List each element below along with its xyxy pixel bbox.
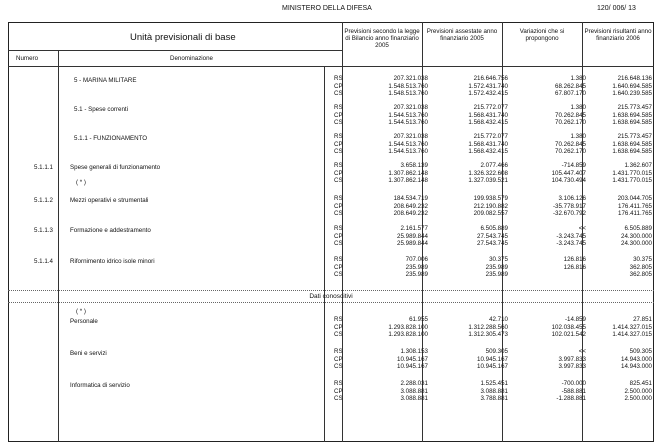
value-line: CS [334, 119, 343, 127]
value-cell [590, 75, 652, 98]
value-line: 126.816 [563, 256, 586, 263]
value-line: CS [334, 240, 343, 248]
value-line: 1.638.694.585 [612, 119, 652, 127]
value-line: 1.312.288.560 [468, 323, 508, 331]
section-divider [8, 302, 654, 303]
value-line: 102.021.542 [551, 331, 586, 339]
value-cell [510, 133, 586, 156]
value-line: 235.989 [485, 263, 508, 271]
row-number: 5.1.1.3 [34, 227, 53, 234]
table-row [8, 134, 654, 159]
value-line: 3.658.139 [400, 162, 428, 169]
value-line: 825.451 [629, 380, 652, 387]
value-line: 215.773.457 [617, 104, 652, 111]
value-cell [510, 380, 586, 403]
value-line: CP [334, 169, 343, 177]
value-line: 1.640.694.585 [612, 82, 652, 90]
value-line: RS [334, 380, 343, 387]
value-line: 1.414.327.015 [612, 323, 652, 331]
section-divider [8, 290, 654, 291]
value-cell [590, 225, 652, 248]
value-line: 25.989.844 [397, 232, 428, 240]
value-cell [430, 380, 508, 403]
value-line: 207.321.038 [393, 133, 428, 140]
table-row [8, 226, 654, 251]
row-codes [334, 162, 343, 185]
value-line: -1.288.881 [556, 395, 586, 403]
value-line: 70.262.170 [555, 148, 586, 156]
value-cell [430, 75, 508, 98]
value-line: RS [334, 225, 343, 232]
value-line: CS [334, 148, 343, 156]
value-line: 1.312.305.473 [468, 331, 508, 339]
row-divider [8, 66, 654, 67]
numero-header: Numero [16, 55, 39, 62]
value-line: -700.000 [561, 380, 586, 387]
value-line: 2.288.031 [400, 380, 428, 387]
value-cell [590, 133, 652, 156]
col3-header: Variazioni che si propongono [519, 28, 565, 43]
row-codes [334, 316, 343, 339]
value-line: 1.308.153 [400, 348, 428, 355]
value-line: 362.805 [629, 271, 652, 279]
value-line: 3.088.881 [400, 395, 428, 403]
table-row [8, 76, 654, 101]
value-line: 1.380 [570, 75, 586, 82]
table-row [8, 349, 654, 374]
value-cell [430, 195, 508, 218]
value-line: 105.447.407 [551, 169, 586, 177]
value-cell [350, 133, 428, 156]
value-line: 509.305 [629, 348, 652, 355]
value-line: 209.082.557 [473, 210, 508, 218]
row-codes [334, 380, 343, 403]
value-line: 1.431.770.015 [612, 169, 652, 177]
value-line: 10.945.167 [397, 355, 428, 363]
row-codes [334, 133, 343, 156]
value-line: CP [334, 202, 343, 210]
value-line: RS [334, 316, 343, 323]
value-line: 30.375 [633, 256, 652, 263]
value-line: -3.243.745 [556, 240, 586, 248]
page-code: 120/ 006/ 13 [597, 5, 636, 12]
value-line: 1.572.431.740 [468, 82, 508, 90]
table-row [8, 381, 654, 406]
row-note: ( * ) [76, 179, 86, 186]
value-line: CS [334, 271, 343, 279]
value-line: 1.380 [570, 104, 586, 111]
value-cell [590, 162, 652, 185]
value-line: 216.646.756 [473, 75, 508, 82]
value-cell [510, 225, 586, 248]
value-line: 208.649.232 [393, 202, 428, 210]
value-line: 1.307.862.148 [388, 169, 428, 177]
value-line: 104.730.494 [551, 177, 586, 185]
value-cell [510, 195, 586, 218]
value-cell [590, 104, 652, 127]
value-line: 1.326.322.608 [468, 169, 508, 177]
value-line: CP [334, 323, 343, 331]
value-line: 2.500.000 [624, 395, 652, 403]
denominazione-header: Denominazione [170, 55, 213, 62]
value-line: -35.778.917 [552, 202, 586, 210]
value-line: 207.321.038 [393, 104, 428, 111]
value-line: 68.262.845 [555, 82, 586, 90]
value-line: 61.955 [409, 316, 428, 323]
value-line: 14.943.000 [621, 363, 652, 371]
value-line: 184.534.719 [393, 195, 428, 202]
value-line: RS [334, 133, 343, 140]
row-codes [334, 104, 343, 127]
value-cell [430, 162, 508, 185]
value-line: CP [334, 232, 343, 240]
row-label: Formazione e addestramento [70, 227, 151, 234]
value-line: 1.638.694.585 [612, 111, 652, 119]
value-line: 1.327.039.521 [468, 177, 508, 185]
value-cell [430, 256, 508, 279]
value-line: 1.548.513.760 [388, 90, 428, 98]
value-line: 1.568.431.740 [468, 140, 508, 148]
value-line: 1.293.828.100 [388, 331, 428, 339]
value-line: 6.505.889 [480, 225, 508, 232]
value-line: 70.262.845 [555, 140, 586, 148]
value-line: 102.038.455 [551, 323, 586, 331]
value-cell [350, 225, 428, 248]
value-line: 235.989 [405, 271, 428, 279]
value-line: 25.989.844 [397, 240, 428, 248]
value-cell [510, 104, 586, 127]
row-codes [334, 225, 343, 248]
value-line: 1.568.431.740 [468, 111, 508, 119]
row-codes [334, 75, 343, 98]
row-label: Personale [70, 318, 98, 325]
value-cell [510, 75, 586, 98]
value-cell [430, 133, 508, 156]
value-line: 707.006 [405, 256, 428, 263]
value-line: 362.805 [629, 263, 652, 271]
value-line: 1.307.862.148 [388, 177, 428, 185]
value-line: CS [334, 395, 343, 403]
value-line: 30.375 [489, 256, 508, 263]
value-line: RS [334, 162, 343, 169]
value-line: 27.543.745 [477, 232, 508, 240]
row-label: Spese generali di funzionamento [70, 164, 161, 171]
value-line: -588.881 [561, 387, 586, 395]
value-line: 3.088.881 [480, 387, 508, 395]
value-line: 42.710 [489, 316, 508, 323]
value-line: 1.414.327.015 [612, 331, 652, 339]
row-divider [8, 50, 342, 51]
value-line: 199.938.579 [473, 195, 508, 202]
col4-header: Previsioni risultanti anno finanziario 2006 [584, 28, 652, 43]
value-line: 509.305 [485, 348, 508, 355]
table-row [8, 257, 654, 282]
value-line: 24.300.000 [621, 232, 652, 240]
value-line: 1.544.513.760 [388, 148, 428, 156]
value-line: 1.548.513.760 [388, 82, 428, 90]
value-line: 6.505.889 [624, 225, 652, 232]
value-cell [350, 316, 428, 339]
value-line: 208.649.232 [393, 210, 428, 218]
value-line: 176.411.765 [618, 202, 652, 210]
value-line: 235.989 [485, 271, 508, 279]
value-line: 215.772.077 [473, 104, 508, 111]
value-line: 1.544.513.760 [388, 140, 428, 148]
value-cell [350, 75, 428, 98]
value-line: 24.300.000 [621, 240, 652, 248]
value-cell [590, 380, 652, 403]
value-line: 3.088.881 [400, 387, 428, 395]
value-line: 1.544.513.760 [388, 119, 428, 127]
value-cell [590, 256, 652, 279]
value-cell [350, 348, 428, 371]
value-line: 70.262.845 [555, 111, 586, 119]
value-line: 10.945.167 [477, 355, 508, 363]
value-line: 2.077.466 [480, 162, 508, 169]
value-line: << [578, 225, 586, 232]
value-line: 126.816 [563, 263, 586, 271]
value-cell [510, 256, 586, 271]
value-line: 216.648.136 [617, 75, 652, 82]
value-line: CS [334, 90, 343, 98]
value-line: 1.525.451 [480, 380, 508, 387]
value-cell [430, 225, 508, 248]
value-cell [510, 316, 586, 339]
table-row [8, 163, 654, 188]
value-line: 1.640.239.585 [612, 90, 652, 98]
value-line: 14.943.000 [621, 355, 652, 363]
value-line: 3.788.881 [480, 395, 508, 403]
value-line: 2.161.577 [400, 225, 428, 232]
value-line: 215.772.077 [473, 133, 508, 140]
value-line: 3.997.833 [558, 355, 586, 363]
value-line: 1.362.607 [624, 162, 652, 169]
value-line: 203.044.705 [617, 195, 652, 202]
value-line: 176.411.765 [618, 210, 652, 218]
value-line: 27.851 [633, 316, 652, 323]
value-line: 1.568.432.415 [468, 148, 508, 156]
value-line: RS [334, 195, 343, 202]
table-row [8, 196, 654, 221]
row-number: 5.1.1.1 [34, 164, 53, 171]
row-codes [334, 348, 343, 371]
value-line: -714.859 [561, 162, 586, 169]
value-line: 3.106.126 [558, 195, 586, 202]
value-line: 10.945.167 [477, 363, 508, 371]
value-line: 1.638.694.585 [612, 148, 652, 156]
value-line: CS [334, 331, 343, 339]
value-line: CS [334, 210, 343, 218]
value-line: 1.568.432.415 [468, 119, 508, 127]
value-line: -3.243.745 [556, 232, 586, 240]
value-line: 1.544.513.760 [388, 111, 428, 119]
row-label: 5.1 - Spese correnti [74, 106, 128, 113]
row-label: Beni e servizi [70, 350, 107, 357]
value-line: 3.997.833 [558, 363, 586, 371]
row-label: Mezzi operativi e strumentali [70, 197, 149, 204]
value-cell [590, 348, 652, 371]
value-line: CP [334, 111, 343, 119]
value-line: << [578, 348, 586, 355]
row-note: ( * ) [76, 308, 86, 315]
value-cell [590, 316, 652, 339]
row-label: 5 - MARINA MILITARE [74, 77, 137, 84]
value-cell [590, 195, 652, 218]
value-line: 207.321.038 [393, 75, 428, 82]
row-label: Informatica di servizio [70, 382, 130, 389]
row-label: 5.1.1 - FUNZIONAMENTO [74, 135, 148, 142]
value-cell [350, 380, 428, 403]
value-line: CP [334, 82, 343, 90]
row-label: Rifornimento idrico isole minori [70, 258, 155, 265]
value-line: -14.859 [565, 316, 586, 323]
value-cell [350, 104, 428, 127]
value-cell [510, 162, 586, 185]
value-line: CS [334, 363, 343, 371]
value-line: 1.572.432.415 [468, 90, 508, 98]
value-line: 235.989 [405, 263, 428, 271]
value-cell [350, 195, 428, 218]
value-cell [430, 348, 508, 371]
value-line: 10.945.167 [397, 363, 428, 371]
value-line: RS [334, 104, 343, 111]
value-line: 1.638.694.585 [612, 140, 652, 148]
value-line: CP [334, 140, 343, 148]
col1-header: Previsioni secondo la legge di Bilancio anno finanziario 2005 [344, 28, 420, 50]
value-line: CP [334, 355, 343, 363]
value-line: 1.431.770.015 [612, 177, 652, 185]
value-cell [350, 256, 428, 279]
section-title: Dati conoscitivi [309, 293, 353, 300]
value-cell [430, 104, 508, 127]
value-cell [430, 316, 508, 339]
row-number: 5.1.1.4 [34, 258, 53, 265]
col2-header: Previsioni assestate anno finanziario 2005 [426, 28, 498, 43]
row-codes [334, 195, 343, 218]
unita-header: Unità previsionali di base [130, 32, 236, 43]
value-line: 27.543.745 [477, 240, 508, 248]
value-line: RS [334, 348, 343, 355]
table-row [8, 105, 654, 130]
value-line: 2.500.000 [624, 387, 652, 395]
value-cell [350, 162, 428, 185]
value-line: 1.293.828.100 [388, 323, 428, 331]
value-line: CP [334, 387, 343, 395]
value-line: 70.262.170 [555, 119, 586, 127]
ministry-title: MINISTERO DELLA DIFESA [282, 5, 372, 12]
value-line: RS [334, 256, 343, 263]
value-line: 1.380 [570, 133, 586, 140]
value-line: -32.670.792 [552, 210, 586, 218]
value-line: 67.807.170 [555, 90, 586, 98]
value-line: 215.773.457 [617, 133, 652, 140]
row-codes [334, 256, 343, 279]
value-line: CP [334, 263, 343, 271]
value-cell [510, 348, 586, 371]
table-row [8, 308, 654, 342]
value-line: RS [334, 75, 343, 82]
value-line: 212.190.882 [473, 202, 508, 210]
row-number: 5.1.1.2 [34, 197, 53, 204]
value-line: CS [334, 177, 343, 185]
